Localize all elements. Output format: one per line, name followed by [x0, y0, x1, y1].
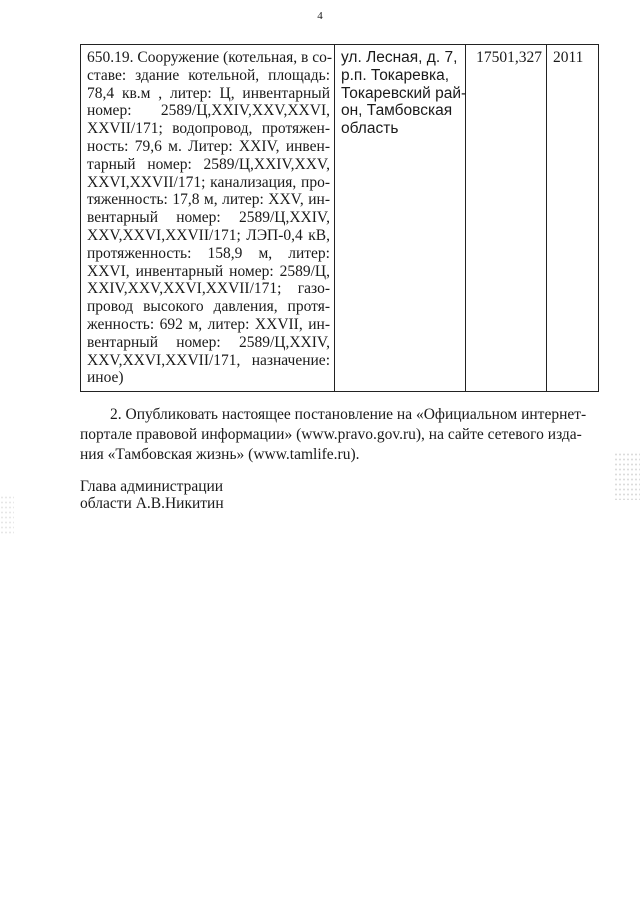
description-line: XXV,XXVI,XXVII/171; ЛЭП-0,4 кВ, — [87, 226, 330, 244]
address-line: область — [341, 120, 399, 138]
description-line: тарный номер: 2589/Ц,XXIV,XXV, — [87, 155, 330, 173]
signature-name: области А.В.Никитин — [80, 495, 224, 512]
address-line: ул. Лесная, д. 7, — [341, 49, 458, 66]
table-row — [81, 45, 599, 392]
description-line: женность: 692 м, литер: XXVII, ин- — [87, 315, 330, 333]
description-line: номер: 2589/Ц,XXIV,XXV,XXVI, — [87, 102, 330, 120]
property-year-cell: 2011 — [547, 45, 599, 392]
description-line: XXV,XXVI,XXVII/171, назначение: — [87, 351, 330, 369]
description-line: 650.19. Сооружение (котельная, в со- — [87, 49, 332, 66]
description-line: иное) — [87, 369, 124, 387]
description-line: ность: 79,6 м. Литер: XXIV, инвен- — [87, 137, 330, 155]
description-line: вентарный номер: 2589/Ц,XXIV, — [87, 333, 330, 351]
scan-noise — [614, 452, 640, 500]
property-description-cell — [81, 45, 335, 392]
description-line: XXVI, инвентарный номер: 2589/Ц, — [87, 262, 330, 280]
paragraph-line: ния «Тамбовская жизнь» (www.tamlife.ru). — [80, 446, 360, 463]
description-line: XXVI,XXVII/171; канализация, про- — [87, 173, 330, 191]
page-number: 4 — [317, 10, 323, 22]
description-line: ставе: здание котельной, площадь: — [87, 66, 330, 84]
property-cost-cell: 17501,327 — [466, 45, 547, 392]
description-line: XXVII/171; водопровод, протяжен- — [87, 120, 330, 138]
address-line: р.п. Токаревка, — [341, 66, 450, 84]
property-address-cell — [335, 45, 466, 392]
signature-title: Глава администрации — [80, 478, 224, 495]
property-table — [80, 44, 599, 392]
description-line: 78,4 кв.м , литер: Ц, инвентарный — [87, 84, 330, 102]
description-line: вентарный номер: 2589/Ц,XXIV, — [87, 209, 330, 227]
description-line: провод высокого давления, протя- — [87, 298, 330, 316]
paragraph-line: портале правовой информации» (www.pravo.gov.ru), на сайте сетевого изда- — [80, 426, 582, 443]
description-line: XXIV,XXV,XXVI,XXVII/171; газо- — [87, 280, 330, 298]
scan-noise — [0, 495, 14, 535]
publication-paragraph — [80, 405, 587, 465]
description-line: протяженность: 158,9 м, литер: — [87, 244, 330, 262]
paragraph-line: 2. Опубликовать настоящее постановление на «Официальном интернет- — [110, 406, 587, 423]
signature-block — [80, 478, 224, 512]
address-line: он, Тамбовская — [341, 102, 453, 120]
description-line: тяженность: 17,8 м, литер: XXV, ин- — [87, 191, 330, 209]
address-line: Токаревский рай- — [341, 84, 467, 102]
